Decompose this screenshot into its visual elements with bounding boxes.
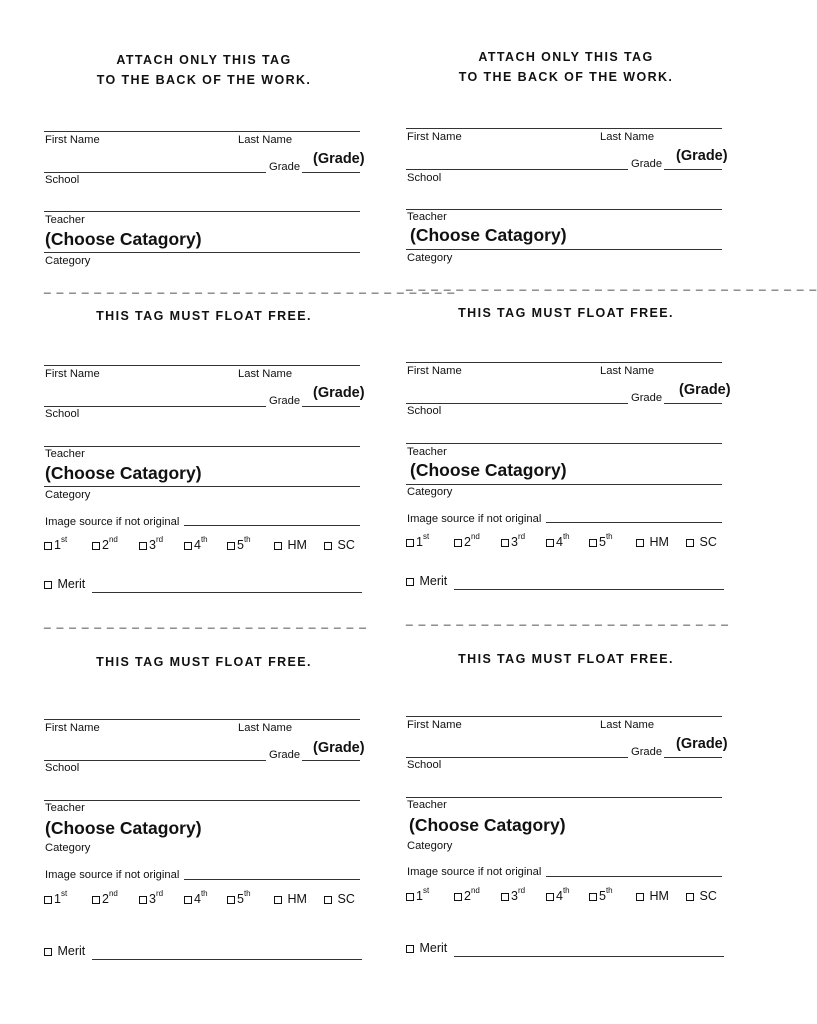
float-free-header: THIS TAG MUST FLOAT FREE. [458, 652, 674, 666]
school-rule [44, 406, 266, 407]
checkbox-icon [324, 896, 332, 904]
award-checkbox-sc[interactable]: SC [324, 892, 355, 906]
grade-rule [302, 406, 360, 407]
checkbox-icon [589, 539, 597, 547]
grade-label: Grade [631, 158, 663, 170]
award-checkbox-3rd[interactable]: 3 $^{rd}$ [501, 889, 525, 903]
cut-line: _ _ _ _ _ _ _ _ _ _ _ _ _ _ _ _ _ _ _ _ _ _ _ _ _ _ _ _ _ _ _ _ _ [44, 280, 456, 294]
grade-label: Grade [631, 746, 663, 758]
checkbox-icon [139, 542, 147, 550]
grade-label: Grade [269, 161, 301, 173]
grade-rule [302, 760, 360, 761]
checkbox-icon [227, 542, 235, 550]
school-label: School [407, 405, 442, 417]
merit-field[interactable] [454, 589, 724, 590]
school-label: School [45, 762, 80, 774]
award-checkbox-sc[interactable]: SC [686, 535, 717, 549]
school-rule [406, 757, 628, 758]
name-rule [406, 362, 722, 363]
first-name-label: First Name [45, 368, 100, 380]
merit-field[interactable] [92, 959, 362, 960]
attach-header [406, 47, 726, 87]
teacher-rule [44, 211, 360, 212]
award-checkbox-5th[interactable]: 5 $^{th}$ [589, 889, 613, 903]
checkbox-icon [454, 539, 462, 547]
checkbox-icon [44, 896, 52, 904]
image-source-field[interactable] [546, 522, 722, 523]
image-source-field[interactable] [546, 876, 722, 877]
first-name-label: First Name [45, 134, 100, 146]
checkbox-icon [139, 896, 147, 904]
last-name-label: Last Name [238, 368, 293, 380]
award-row [406, 532, 726, 553]
teacher-label: Teacher [407, 799, 447, 811]
award-checkbox-hm[interactable]: HM [636, 889, 669, 903]
school-rule [44, 760, 266, 761]
teacher-rule [44, 446, 360, 447]
name-rule [44, 365, 360, 366]
school-rule [406, 169, 628, 170]
grade-field[interactable]: (Grade) [313, 385, 365, 401]
category-rule [44, 486, 360, 487]
award-row [44, 535, 364, 556]
award-checkbox-1st[interactable]: 1 $^{st}$ [44, 538, 67, 552]
merit-label: Merit [57, 944, 86, 958]
attach-header-line1: ATTACH ONLY THIS TAG [478, 50, 654, 64]
grade-rule [302, 172, 360, 173]
checkbox-icon [44, 542, 52, 550]
float-free-header: THIS TAG MUST FLOAT FREE. [96, 655, 312, 669]
grade-field[interactable]: (Grade) [676, 148, 728, 164]
grade-field[interactable]: (Grade) [313, 151, 365, 167]
image-source-label: Image source if not original [407, 866, 542, 878]
attach-header-line2: TO THE BACK OF THE WORK. [96, 73, 312, 87]
checkbox-icon [501, 539, 509, 547]
category-label: Category [407, 486, 453, 498]
award-checkbox-hm[interactable]: HM [636, 535, 669, 549]
teacher-rule [44, 800, 360, 801]
award-checkbox-3rd[interactable]: 3 $^{rd}$ [139, 538, 163, 552]
first-name-label: First Name [407, 131, 462, 143]
attach-header-line1: ATTACH ONLY THIS TAG [116, 53, 292, 67]
award-checkbox-3rd[interactable]: 3 $^{rd}$ [139, 892, 163, 906]
award-checkbox-2nd[interactable]: 2 $^{nd}$ [92, 892, 118, 906]
merit-label: Merit [419, 941, 448, 955]
checkbox-icon [227, 896, 235, 904]
float-free-header: THIS TAG MUST FLOAT FREE. [96, 309, 312, 323]
checkbox-icon [501, 893, 509, 901]
award-row [406, 886, 726, 907]
school-label: School [45, 408, 80, 420]
merit-label: Merit [57, 577, 86, 591]
teacher-label: Teacher [45, 802, 85, 814]
category-rule [406, 249, 722, 250]
name-rule [406, 716, 722, 717]
category-select[interactable]: (Choose Catagory) [45, 229, 202, 249]
award-checkbox-2nd[interactable]: 2 $^{nd}$ [92, 538, 118, 552]
float-free-header: THIS TAG MUST FLOAT FREE. [458, 306, 674, 320]
grade-rule [664, 403, 722, 404]
category-label: Category [407, 840, 453, 852]
teacher-label: Teacher [407, 446, 447, 458]
category-select[interactable]: (Choose Catagory) [410, 225, 567, 245]
first-name-label: First Name [407, 365, 462, 377]
checkbox-icon [686, 539, 694, 547]
school-label: School [407, 172, 442, 184]
last-name-label: Last Name [600, 365, 655, 377]
checkbox-icon [686, 893, 694, 901]
category-rule [44, 252, 360, 253]
grade-field[interactable]: (Grade) [676, 736, 728, 752]
checkbox-icon [324, 542, 332, 550]
name-rule [44, 131, 360, 132]
grade-field[interactable]: (Grade) [679, 382, 731, 398]
category-select[interactable]: (Choose Catagory) [410, 460, 567, 480]
category-label: Category [45, 842, 91, 854]
teacher-label: Teacher [45, 214, 85, 226]
merit-field[interactable] [92, 592, 362, 593]
award-checkbox-4th[interactable]: 4 $^{th}$ [546, 535, 570, 549]
category-label: Category [407, 252, 453, 264]
checkbox-icon [274, 896, 282, 904]
grade-label: Grade [269, 749, 301, 761]
checkbox-icon [44, 948, 52, 956]
teacher-rule [406, 443, 722, 444]
last-name-label: Last Name [238, 134, 293, 146]
category-label: Category [45, 489, 91, 501]
image-source-field[interactable] [184, 879, 360, 880]
award-checkbox-sc[interactable]: SC [324, 538, 355, 552]
category-select[interactable]: (Choose Catagory) [409, 815, 566, 835]
cut-line: _ _ _ _ _ _ _ _ _ _ _ _ _ _ _ _ _ _ _ _ _ _ _ _ _ _ [44, 615, 368, 629]
grade-rule [664, 169, 722, 170]
school-label: School [45, 174, 80, 186]
checkbox-icon [406, 945, 414, 953]
checkbox-icon [92, 896, 100, 904]
checkbox-icon [636, 539, 644, 547]
school-rule [406, 403, 628, 404]
award-checkbox-4th[interactable]: 4 $^{th}$ [184, 538, 208, 552]
category-select[interactable]: (Choose Catagory) [45, 818, 202, 838]
checkbox-icon [406, 539, 414, 547]
name-rule [406, 128, 722, 129]
image-source-label: Image source if not original [407, 513, 542, 525]
grade-field[interactable]: (Grade) [313, 740, 365, 756]
award-checkbox-2nd[interactable]: 2 $^{nd}$ [454, 889, 480, 903]
last-name-label: Last Name [238, 722, 293, 734]
grade-label: Grade [631, 392, 663, 404]
cut-line: _ _ _ _ _ _ _ _ _ _ _ _ _ _ _ _ _ _ _ _ _ _ _ _ _ _ _ _ _ _ _ _ _ [406, 277, 817, 291]
award-checkbox-1st[interactable]: 1 $^{st}$ [44, 892, 67, 906]
checkbox-icon [184, 542, 192, 550]
award-row [44, 889, 364, 910]
category-select[interactable]: (Choose Catagory) [45, 463, 202, 483]
first-name-label: First Name [407, 719, 462, 731]
grade-label: Grade [269, 395, 301, 407]
checkbox-icon [546, 893, 554, 901]
last-name-label: Last Name [600, 719, 655, 731]
name-rule [44, 719, 360, 720]
image-source-label: Image source if not original [45, 516, 180, 528]
checkbox-icon [636, 893, 644, 901]
award-checkbox-5th[interactable]: 5 $^{th}$ [589, 535, 613, 549]
image-source-field[interactable] [184, 525, 360, 526]
award-checkbox-1st[interactable]: 1 $^{st}$ [406, 889, 429, 903]
teacher-rule [406, 209, 722, 210]
first-name-label: First Name [45, 722, 100, 734]
award-checkbox-sc[interactable]: SC [686, 889, 717, 903]
tag-column-right [406, 0, 817, 1024]
tag-column-left [44, 0, 456, 1024]
award-checkbox-hm[interactable]: HM [274, 892, 307, 906]
teacher-label: Teacher [45, 448, 85, 460]
award-checkbox-4th[interactable]: 4 $^{th}$ [546, 889, 570, 903]
award-checkbox-2nd[interactable]: 2 $^{nd}$ [454, 535, 480, 549]
award-checkbox-5th[interactable]: 5 $^{th}$ [227, 892, 251, 906]
checkbox-icon [184, 896, 192, 904]
cut-line: _ _ _ _ _ _ _ _ _ _ _ _ _ _ _ _ _ _ _ _ _ _ _ _ _ _ [406, 612, 730, 626]
merit-label: Merit [419, 574, 448, 588]
award-checkbox-4th[interactable]: 4 $^{th}$ [184, 892, 208, 906]
teacher-rule [406, 797, 722, 798]
award-checkbox-3rd[interactable]: 3 $^{rd}$ [501, 535, 525, 549]
image-source-label: Image source if not original [45, 869, 180, 881]
checkbox-icon [92, 542, 100, 550]
category-label: Category [45, 255, 91, 267]
teacher-label: Teacher [407, 211, 447, 223]
checkbox-icon [546, 539, 554, 547]
checkbox-icon [274, 542, 282, 550]
award-checkbox-1st[interactable]: 1 $^{st}$ [406, 535, 429, 549]
school-label: School [407, 759, 442, 771]
checkbox-icon [454, 893, 462, 901]
checkbox-icon [44, 581, 52, 589]
checkbox-icon [406, 893, 414, 901]
grade-rule [664, 757, 722, 758]
award-checkbox-hm[interactable]: HM [274, 538, 307, 552]
attach-header [44, 50, 364, 90]
checkbox-icon [406, 578, 414, 586]
last-name-label: Last Name [600, 131, 655, 143]
merit-field[interactable] [454, 956, 724, 957]
checkbox-icon [589, 893, 597, 901]
school-rule [44, 172, 266, 173]
category-rule [406, 484, 722, 485]
attach-header-line2: TO THE BACK OF THE WORK. [458, 70, 674, 84]
award-checkbox-5th[interactable]: 5 $^{th}$ [227, 538, 251, 552]
